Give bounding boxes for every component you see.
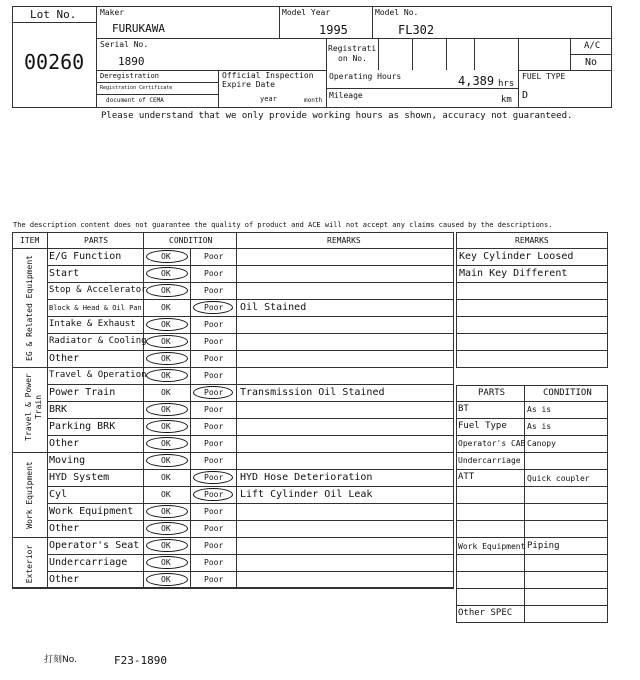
ok-selected-circle: [146, 454, 188, 467]
lot-label: Lot No.: [30, 8, 77, 21]
fuel-type-value: D: [522, 90, 529, 101]
stamp-number-label: 打刻No.: [44, 655, 77, 665]
ac-value: No: [585, 57, 598, 68]
condition-poor: Poor: [204, 541, 224, 550]
condition-poor: Poor: [204, 337, 224, 346]
right-cond-operators-cab: Canopy: [527, 439, 556, 448]
right-part-work-equipment: Work Equipment: [458, 542, 526, 551]
poor-selected-circle: [193, 386, 233, 399]
right-remarks-header: REMARKS: [515, 236, 549, 245]
ok-selected-circle: [146, 573, 188, 586]
row-remark: HYD Hose Deterioration: [240, 472, 373, 483]
part-name: Other: [49, 438, 80, 449]
ok-selected-circle: [146, 284, 188, 297]
part-name: Other: [49, 353, 80, 364]
col-parts: PARTS: [84, 236, 109, 245]
model-no-value: FL302: [398, 23, 435, 37]
part-name: BRK: [49, 404, 68, 415]
ok-selected-circle: [146, 250, 188, 263]
condition-poor: Poor: [204, 490, 224, 499]
condition-poor: Poor: [204, 473, 224, 482]
model-year-label: Model Year: [282, 8, 331, 17]
inspection-label-1: Official Inspection: [222, 71, 314, 80]
part-name: Moving: [49, 455, 86, 466]
condition-poor: Poor: [204, 303, 224, 312]
condition-poor: Poor: [204, 388, 224, 397]
row-remark: Transmission Oil Stained: [240, 387, 385, 398]
disclaimer-text: The description content does not guarantee the quality of product and ACE will not accept any claims caused by the descriptions.: [13, 221, 553, 229]
condition-poor: Poor: [204, 286, 224, 295]
condition-poor: Poor: [204, 439, 224, 448]
deregistration-label: Deregistration: [100, 72, 160, 80]
condition-ok: OK: [161, 422, 171, 431]
cema-document-label: document of CEMA: [106, 97, 164, 104]
right-part-bt: BT: [458, 404, 469, 414]
right-col-condition: CONDITION: [543, 388, 592, 398]
right-cond-att: Quick coupler: [527, 474, 590, 483]
condition-ok: OK: [161, 507, 171, 516]
right-cond-work-equipment: Piping: [527, 541, 560, 551]
condition-ok: OK: [161, 320, 171, 329]
registration-label-1: Registrati: [328, 44, 377, 53]
right-part-fuel-type: Fuel Type: [458, 421, 507, 431]
part-name: Cyl: [49, 489, 68, 500]
part-name: Radiator & Cooling: [49, 336, 147, 346]
condition-ok: OK: [161, 558, 171, 567]
condition-ok: OK: [161, 371, 171, 380]
condition-poor: Poor: [204, 320, 224, 329]
stamp-number-value: F23-1890: [114, 654, 167, 667]
right-part-operators-cab: Operator's CAB: [458, 439, 526, 448]
ok-selected-circle: [146, 522, 188, 535]
condition-poor: Poor: [204, 507, 224, 516]
right-part-other-spec: Other SPEC: [458, 608, 513, 618]
group-work-equipment: Work Equipment: [25, 461, 34, 529]
part-name: Other: [49, 574, 80, 585]
part-name: Power Train: [49, 387, 116, 398]
serial-label: Serial No.: [100, 40, 149, 49]
condition-ok: OK: [161, 286, 171, 295]
condition-poor: Poor: [204, 558, 224, 567]
ok-selected-circle: [146, 335, 188, 348]
model-no-label: Model No.: [375, 8, 419, 17]
maker-value: FURUKAWA: [112, 22, 165, 35]
ok-selected-circle: [146, 539, 188, 552]
group-travel-power-train-2: Train: [34, 394, 43, 420]
part-name: Operator's Seat: [49, 540, 140, 551]
right-col-parts: PARTS: [478, 388, 506, 398]
condition-poor: Poor: [204, 575, 224, 584]
year-label: year: [260, 95, 277, 103]
mileage-label: Mileage: [329, 91, 363, 100]
month-label: month: [304, 97, 323, 104]
maker-label: Maker: [100, 8, 125, 17]
condition-poor: Poor: [204, 252, 224, 261]
condition-poor: Poor: [204, 422, 224, 431]
right-part-undercarriage: Undercarriage: [458, 456, 521, 465]
group-exterior: Exterior: [25, 544, 34, 584]
ok-selected-circle: [146, 505, 188, 518]
operating-hours-value: 4,389: [458, 74, 495, 88]
part-name: Block & Head & Oil Pan: [49, 304, 142, 312]
condition-ok: OK: [161, 269, 171, 278]
hrs-unit: hrs: [498, 79, 515, 89]
col-remarks: REMARKS: [327, 236, 361, 245]
right-remark-line: Key Cylinder Loosed: [459, 251, 574, 262]
ok-selected-circle: [146, 369, 188, 382]
condition-ok: OK: [161, 473, 171, 482]
condition-ok: OK: [161, 405, 171, 414]
condition-ok: OK: [161, 388, 171, 397]
condition-ok: OK: [161, 541, 171, 550]
right-remark-line: Main Key Different: [459, 268, 568, 279]
right-cond-fuel-type: As is: [527, 422, 552, 431]
part-name: Other: [49, 523, 80, 534]
registration-certificate-label: Registration Certificate: [100, 85, 173, 91]
km-unit: km: [501, 95, 512, 105]
ok-selected-circle: [146, 318, 188, 331]
condition-poor: Poor: [204, 269, 224, 278]
hours-notice: Please understand that we only provide working hours as shown, accuracy not guaranteed.: [101, 111, 573, 121]
condition-ok: OK: [161, 337, 171, 346]
condition-ok: OK: [161, 490, 171, 499]
lot-number: 00260: [24, 50, 85, 74]
part-name: Undercarriage: [49, 557, 128, 568]
col-condition: CONDITION: [169, 236, 213, 245]
ok-selected-circle: [146, 403, 188, 416]
col-item: ITEM: [20, 236, 40, 245]
part-name: HYD System: [49, 472, 110, 483]
condition-poor: Poor: [204, 354, 224, 363]
right-cond-bt: As is: [527, 405, 552, 414]
part-name: Work Equipment: [49, 506, 134, 517]
part-name: Stop & Accelerator: [49, 285, 147, 295]
ok-selected-circle: [146, 352, 188, 365]
registration-label-2: on No.: [338, 54, 367, 63]
part-name: Travel & Operation: [49, 370, 147, 380]
fuel-type-label: FUEL TYPE: [522, 72, 566, 81]
condition-poor: Poor: [204, 524, 224, 533]
poor-selected-circle: [193, 301, 233, 314]
condition-poor: Poor: [204, 456, 224, 465]
part-name: E/G Function: [49, 251, 122, 262]
condition-ok: OK: [161, 575, 171, 584]
poor-selected-circle: [193, 471, 233, 484]
ac-label: A/C: [584, 41, 601, 51]
ok-selected-circle: [146, 420, 188, 433]
condition-ok: OK: [161, 252, 171, 261]
right-part-att: ATT: [458, 472, 475, 482]
ok-selected-circle: [146, 556, 188, 569]
group-eg-related-equipment: EG & Related Equipment: [25, 255, 34, 361]
condition-ok: OK: [161, 456, 171, 465]
condition-poor: Poor: [204, 371, 224, 380]
part-name: Parking BRK: [49, 421, 116, 432]
part-name: Intake & Exhaust: [49, 319, 136, 329]
condition-poor: Poor: [204, 405, 224, 414]
condition-ok: OK: [161, 354, 171, 363]
part-name: Start: [49, 268, 80, 279]
model-year-value: 1995: [319, 23, 348, 37]
row-remark: Lift Cylinder Oil Leak: [240, 489, 373, 500]
ok-selected-circle: [146, 267, 188, 280]
operating-hours-label: Operating Hours: [329, 72, 402, 81]
poor-selected-circle: [193, 488, 233, 501]
group-travel-power-train-1: Travel & Power: [24, 373, 33, 441]
row-remark: Oil Stained: [240, 302, 307, 313]
condition-ok: OK: [161, 439, 171, 448]
ok-selected-circle: [146, 437, 188, 450]
serial-value: 1890: [118, 55, 145, 68]
condition-ok: OK: [161, 524, 171, 533]
inspection-label-2: Expire Date: [222, 80, 275, 89]
condition-ok: OK: [161, 303, 171, 312]
